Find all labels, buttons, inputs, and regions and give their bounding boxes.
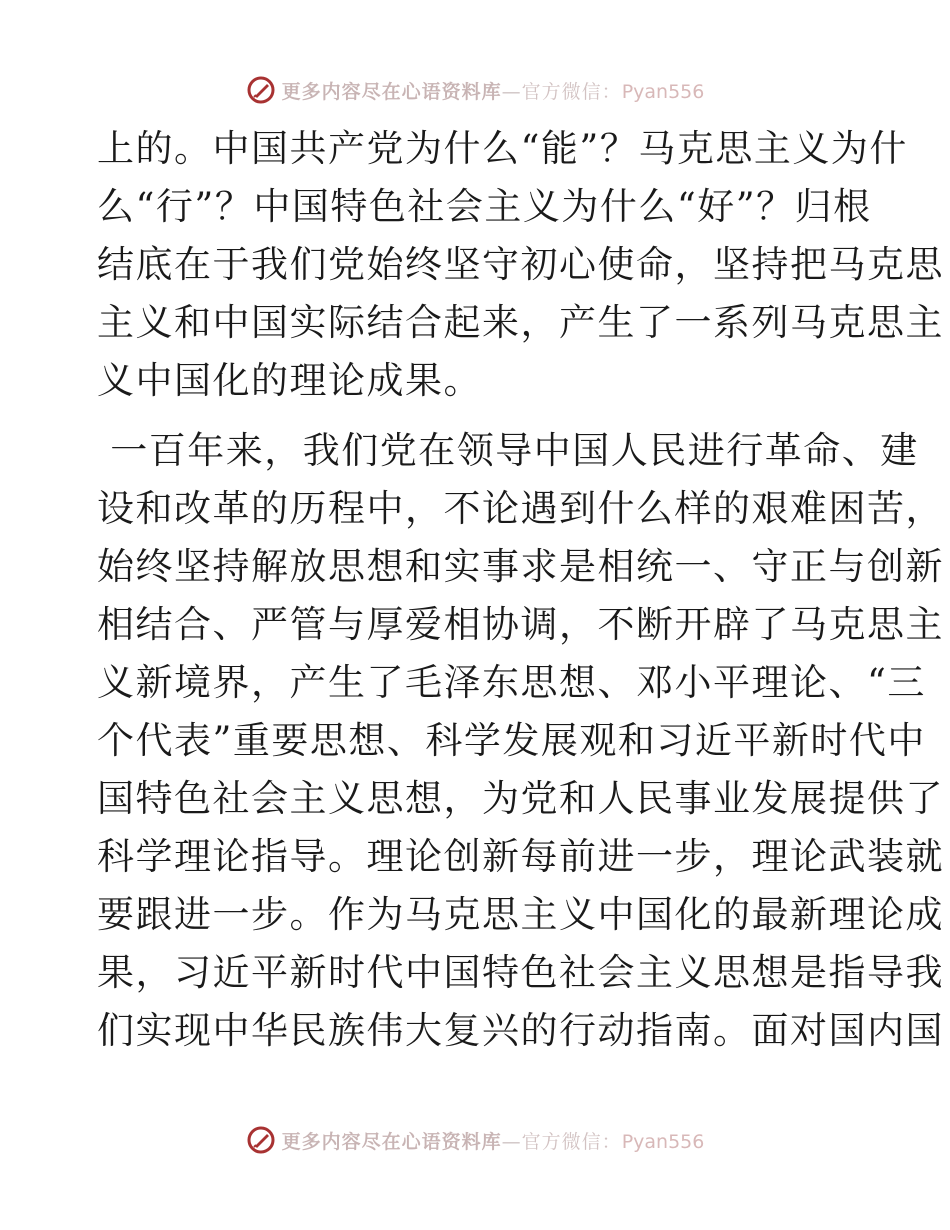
header-watermark: [0, 70, 950, 110]
document-body: [97, 120, 944, 1060]
watermark-site-name: 更多内容尽在心语资料库: [281, 80, 502, 103]
text-line: 上的。中国共产党为什么“能”？马克思主义为什: [97, 127, 908, 170]
paragraph: [97, 120, 944, 410]
text-line: 么“行”？中国特色社会主义为什么“好”？归根: [97, 185, 872, 228]
watermark-text: [282, 1127, 705, 1154]
watermark-dash: —: [501, 1130, 522, 1153]
watermark-site-name: 更多内容尽在心语资料库: [281, 1130, 502, 1153]
text-line: 义新境界，产生了毛泽东思想、邓小平理论、“三: [97, 661, 926, 704]
quill-pen-logo-icon: [246, 1125, 276, 1155]
text-line: 科学理论指导。理论创新每前进一步，理论武装就: [97, 835, 944, 878]
text-line: 一百年来，我们党在领导中国人民进行革命、建: [97, 429, 919, 472]
footer-watermark: [0, 1120, 950, 1160]
text-line: 设和改革的历程中，不论遇到什么样的艰难困苦，: [97, 487, 944, 530]
watermark-dash: —: [501, 80, 522, 103]
text-line: 义中国化的理论成果。: [97, 359, 482, 402]
watermark-wechat-label: 官方微信：: [521, 80, 622, 103]
watermark-wechat-id: Pyan556: [621, 80, 705, 103]
text-line: 主义和中国实际结合起来，产生了一系列马克思主: [97, 301, 944, 344]
watermark-wechat-label: 官方微信：: [521, 1130, 622, 1153]
text-line: 要跟进一步。作为马克思主义中国化的最新理论成: [97, 893, 944, 936]
text-line: 始终坚持解放思想和实事求是相统一、守正与创新: [97, 545, 944, 588]
text-line: 个代表”重要思想、科学发展观和习近平新时代中: [97, 719, 926, 762]
text-line: 国特色社会主义思想，为党和人民事业发展提供了: [97, 777, 944, 820]
text-line: 结底在于我们党始终坚守初心使命，坚持把马克思: [97, 243, 944, 286]
text-line: 们实现中华民族伟大复兴的行动指南。面对国内国: [97, 1009, 944, 1052]
paragraph-spacer: [97, 410, 853, 422]
watermark-wechat-id: Pyan556: [621, 1130, 705, 1153]
watermark-text: [282, 77, 705, 104]
text-line: 果，习近平新时代中国特色社会主义思想是指导我: [97, 951, 944, 994]
text-line: 相结合、严管与厚爱相协调，不断开辟了马克思主: [97, 603, 944, 646]
paragraph: [97, 422, 944, 1060]
quill-pen-logo-icon: [246, 75, 276, 105]
